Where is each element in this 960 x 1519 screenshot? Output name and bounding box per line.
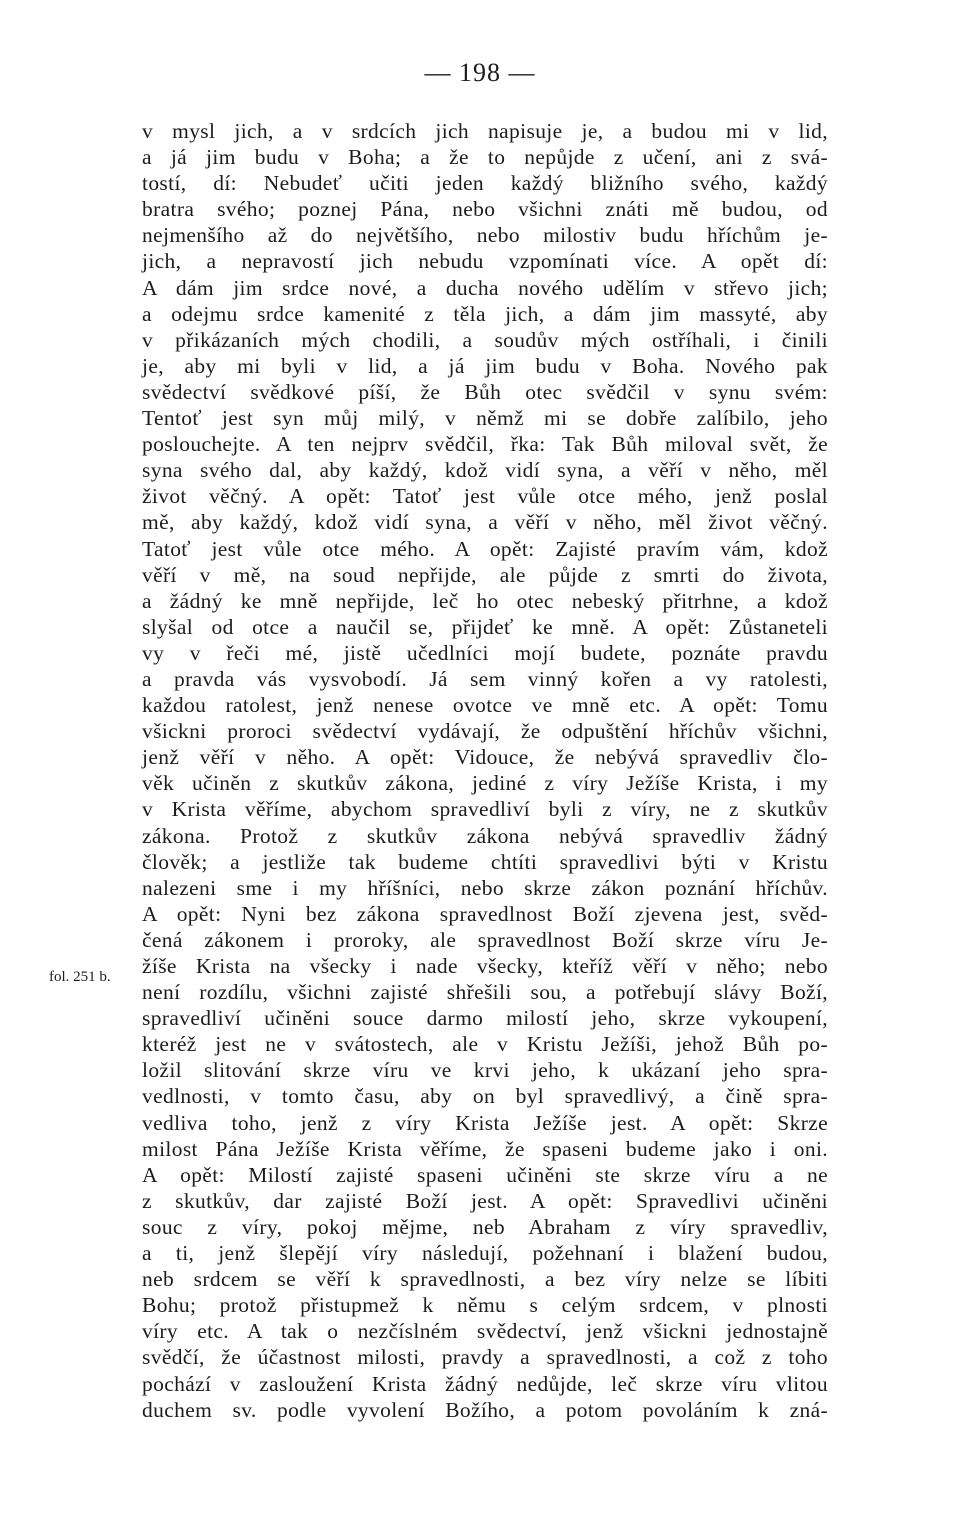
- page-number: — 198 —: [424, 58, 536, 87]
- text-line: A opět: Nyni bez zákona spravedlnost Boží zjevena jest, svěd-: [142, 901, 828, 926]
- text-line: a ti, jenž šlepějí víry následují, požehnaní i blažení budou,: [142, 1241, 828, 1266]
- text-line: A dám jim srdce nové, a ducha nového udělím v střevo jich;: [142, 275, 828, 300]
- text-line: z skutkův, dar zajisté Boží jest. A opět: Spravedlivi učiněni: [142, 1188, 828, 1213]
- text-line: duchem sv. podle vyvolení Božího, a potom povoláním k zná-: [142, 1397, 828, 1422]
- text-line: spravedliví učiněni souce darmo milostí jeho, skrze vykoupení,: [142, 1006, 828, 1031]
- text-line: zákona. Protož z skutkův zákona nebývá spravedliv žádný: [142, 823, 828, 848]
- text-line: Bohu; protož přistupmež k němu s celým srdcem, v plnosti: [142, 1293, 828, 1318]
- text-line: nejmenšího až do největšího, nebo milostiv budu hříchům je-: [142, 223, 828, 248]
- text-line: Tatoť jest vůle otce mého. A opět: Zajisté pravím vám, kdož: [142, 536, 828, 561]
- text-line: bratra svého; poznej Pána, nebo všichni znáti mě budou, od: [142, 197, 828, 222]
- text-line: kteréž jest ne v svátostech, ale v Kristu Ježíši, jehož Bůh po-: [142, 1032, 828, 1057]
- text-line: souc z víry, pokoj mějme, neb Abraham z víry spravedliv,: [142, 1214, 828, 1239]
- text-line: slyšal od otce a naučil se, přijdeť ke mně. A opět: Zůstaneteli: [142, 614, 828, 639]
- text-line: věří v mě, na soud nepřijde, ale půjde z smrti do života,: [142, 562, 828, 587]
- text-line: A opět: Milostí zajisté spaseni učiněni ste skrze víru a ne: [142, 1162, 828, 1187]
- text-line: ložil slitování skrze víru ve krvi jeho, k ukázaní jeho spra-: [142, 1058, 828, 1083]
- text-line: a pravda vás vysvobodí. Já sem vinný kořen a vy ratolesti,: [142, 666, 828, 691]
- text-line: život věčný. A opět: Tatoť jest vůle otce mého, jenž poslal: [142, 484, 828, 509]
- text-line: každou ratolest, jenž nenese ovotce ve mně etc. A opět: Tomu: [142, 693, 828, 718]
- body-text: [142, 118, 828, 1423]
- text-line: mě, aby každý, kdož vidí syna, a věří v něho, měl život věčný.: [142, 510, 828, 535]
- text-line: neb srdcem se věří k spravedlnosti, a bez víry nelze se líbiti: [142, 1267, 828, 1292]
- text-line: vedliva toho, jenž z víry Krista Ježíše jest. A opět: Skrze: [142, 1110, 828, 1135]
- text-line: vedlnosti, v tomto času, aby on byl spravedlivý, a čině spra-: [142, 1084, 828, 1109]
- text-line: Tentoť jest syn můj milý, v němž mi se dobře zalíbilo, jeho: [142, 406, 828, 431]
- text-line: poslouchejte. A ten nejprv svědčil, řka: Tak Bůh miloval svět, že: [142, 432, 828, 457]
- text-line: všickni proroci svědectví vydávají, že odpuštění hříchův všichni,: [142, 719, 828, 744]
- text-line: čená zákonem i proroky, ale spravedlnost Boží skrze víru Je-: [142, 927, 828, 952]
- margin-note-folio: fol. 251 b.: [49, 969, 111, 985]
- text-line: vy v řeči mé, jistě učedlníci mojí budete, poznáte pravdu: [142, 640, 828, 665]
- text-line: v Krista věříme, abychom spravedliví byli z víry, ne z skutkův: [142, 797, 828, 822]
- text-line: a žádný ke mně nepřijde, leč ho otec nebeský přitrhne, a kdož: [142, 588, 828, 613]
- text-line: tostí, dí: Nebudeť učiti jeden každý bližního svého, každý: [142, 171, 828, 196]
- text-line: jich, a nepravostí jich nebudu vzpomínati více. A opět dí:: [142, 249, 828, 274]
- text-line: víry etc. A tak o nezčíslném svědectví, jenž všickni jednostajně: [142, 1319, 828, 1344]
- text-line: pochází v zasloužení Krista žádný nedůjde, leč skrze víru vlitou: [142, 1371, 828, 1396]
- text-line: svědectví svědkové píší, že Bůh otec svědčil v synu svém:: [142, 379, 828, 404]
- text-line: je, aby mi byli v lid, a já jim budu v Boha. Nového pak: [142, 353, 828, 378]
- text-line: v mysl jich, a v srdcích jich napisuje je, a budou mi v lid,: [142, 119, 828, 143]
- text-line: člověk; a jestliže tak budeme chtíti spravedlivi býti v Kristu: [142, 849, 828, 874]
- text-line: svědčí, že účastnost milosti, pravdy a spravedlnosti, a což z toho: [142, 1345, 828, 1370]
- text-line: nalezeni sme i my hříšníci, nebo skrze zákon poznání hříchův.: [142, 875, 828, 900]
- text-line: není rozdílu, všichni zajisté shřešili sou, a potřebují slávy Boží,: [142, 980, 828, 1005]
- text-line: syna svého dal, aby každý, kdož vidí syna, a věří v něho, měl: [142, 458, 828, 483]
- text-line: milost Pána Ježíše Krista věříme, že spaseni budeme jako i oni.: [142, 1136, 828, 1161]
- text-line: jenž věří v něho. A opět: Vidouce, že nebývá spravedliv člo-: [142, 745, 828, 770]
- text-line: a odejmu srdce kamenité z těla jich, a dám jim massyté, aby: [142, 301, 828, 326]
- text-line: v přikázaních mých chodili, a soudův mých ostříhali, i činili: [142, 327, 828, 352]
- text-line: věk učiněn z skutkův zákona, jediné z víry Ježíše Krista, i my: [142, 771, 828, 796]
- text-line: žíše Krista na všecky i nade všecky, kteříž věří v něho; nebo: [142, 954, 828, 978]
- text-line: a já jim budu v Boha; a že to nepůjde z učení, ani z svá-: [142, 145, 828, 170]
